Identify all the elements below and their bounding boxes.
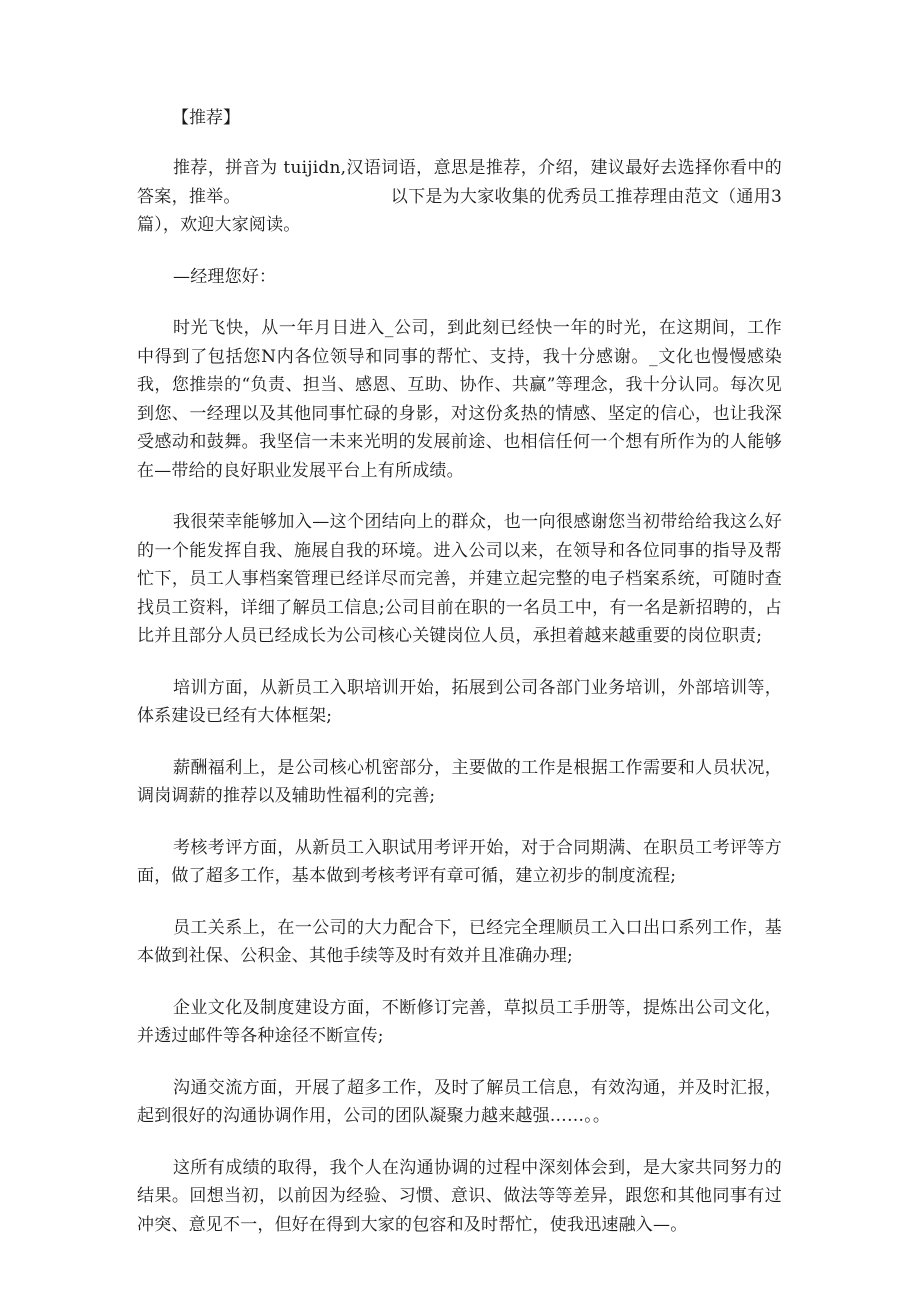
salutation: —经理您好：: [173, 266, 277, 287]
body-paragraph-assessment: 考核考评方面，从新员工入职试用考评开始，对于合同期满、在职员工考评等方面，做了超多工作，基本做到考核考评有章可循，建立初步的制度流程;: [137, 837, 782, 886]
body-paragraph-compensation: 薪酬福利上，是公司核心机密部分，主要做的工作是根据工作需要和人员状况，调岗调薪的推荐以及辅助性福利的完善;: [137, 757, 782, 806]
document-heading: 【推荐】: [172, 108, 240, 128]
intro-text-part2: 以下是为大家收集的优秀员工推荐理由范文（通用3篇），欢迎大家阅读。: [137, 186, 783, 235]
body-paragraph-communication: 沟通交流方面，开展了超多工作，及时了解员工信息，有效沟通，并及时汇报，起到很好的沟通协调作用，公司的团队凝聚力越来越强……。。: [137, 1077, 782, 1126]
body-paragraph-culture: 企业文化及制度建设方面，不断修订完善，草拟员工手册等，提炼出公司文化，并透过邮件等各种途径不断宣传;: [137, 997, 782, 1046]
document-body: [137, 104, 782, 1262]
body-paragraph-employee-relations: 员工关系上，在一公司的大力配合下，已经完全理顺员工入口出口系列工作，基本做到社保、公积金、其他手续等及时有效并且准确办理;: [137, 917, 782, 966]
body-paragraph-2: 我很荣幸能够加入—这个团结向上的群众，也一向很感谢您当初带给给我这么好的一个能发挥自我、施展自我的环境。进入公司以来，在领导和各位同事的指导及帮忙下，员工人事档案管理已经详尽而完善，并建立起完整的电子档案系统，可随时查找员工资料，详细了解员工信息;公司目前在职的一名员工中，有一名是新招聘的，占比并且部分人员已经成长为公司核心关键岗位人员，承担着越来越重要的岗位职责;: [137, 512, 782, 646]
intro-paragraph: [137, 154, 782, 240]
intro-text-part1: 推荐，拼音为 tuijidn,汉语词语，意思是推荐，介绍，建议最好去选择你看中的答案，推举。: [137, 158, 782, 207]
body-paragraph-1: 时光飞快，从一年月日进入_公司，到此刻已经快一年的时光，在这期间，工作中得到了包括您N内各位领导和同事的帮忙、支持，我十分感谢。_文化也慢慢感染我，您推崇的“负责、担当、感恩、互助、协作、共赢”等理念，我十分认同。每次见到您、一经理以及其他同事忙碌的身影，对这份炙热的情感、坚定的信心，也让我深受感动和鼓舞。我坚信一未来光明的发展前途、也相信任何一个想有所作为的人能够在—带给的良好职业发展平台上有所成绩。: [137, 318, 782, 481]
body-paragraph-training: 培训方面，从新员工入职培训开始，拓展到公司各部门业务培训，外部培训等，体系建设已经有大体框架;: [137, 677, 782, 726]
body-paragraph-closing: 这所有成绩的取得，我个人在沟通协调的过程中深刻体会到，是大家共同努力的结果。回想当初，以前因为经验、习惯、意识、做法等等差异，跟您和其他同事有过冲突、意见不一，但好在得到大家的包容和及时帮忙，使我迅速融入—。: [137, 1157, 782, 1235]
